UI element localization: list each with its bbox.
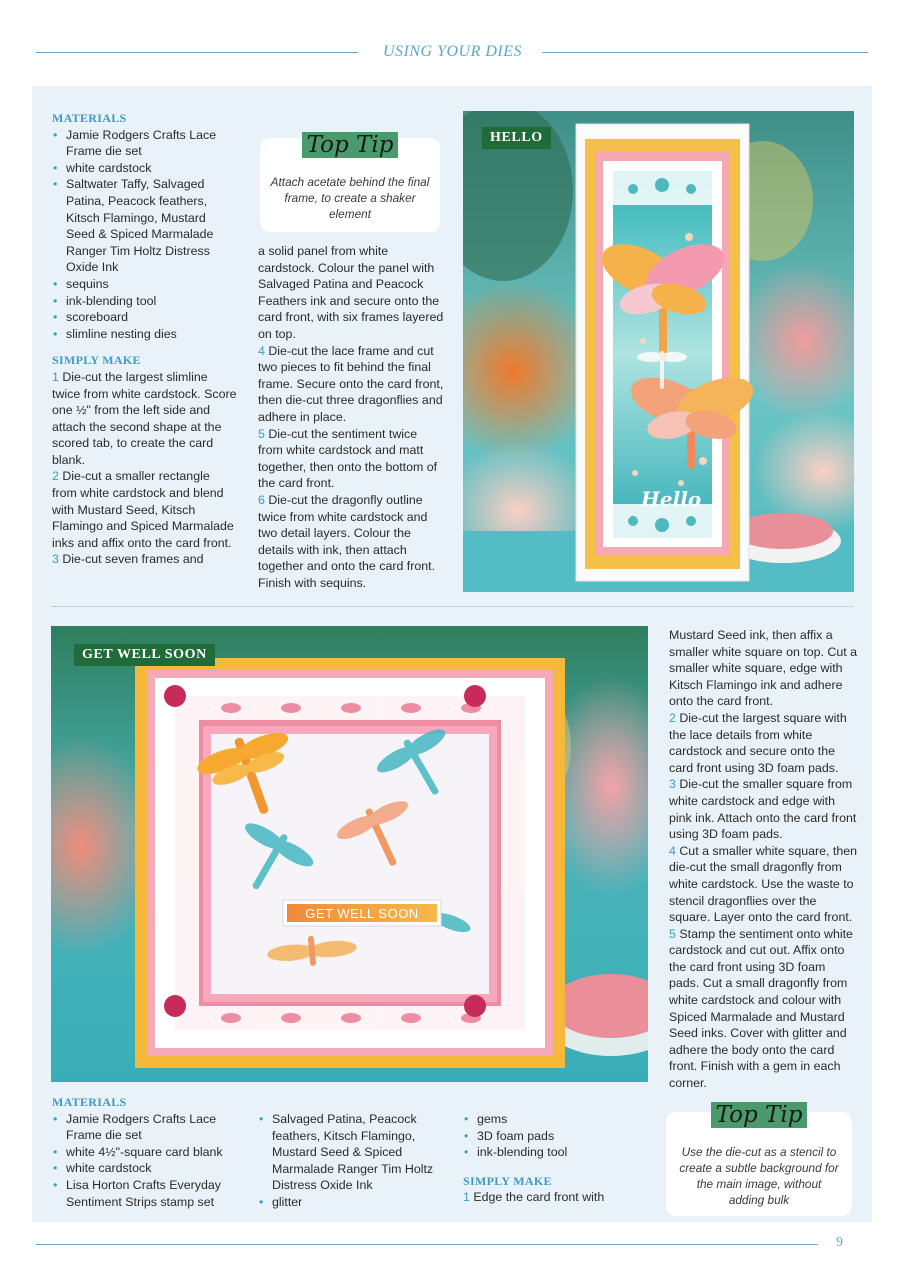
step-paragraph bbox=[258, 426, 444, 492]
card1-column-1 bbox=[52, 110, 237, 568]
materials-list bbox=[52, 127, 237, 343]
materials-list bbox=[258, 1111, 448, 1211]
step-paragraph bbox=[669, 843, 859, 926]
step-number: 3 bbox=[669, 777, 676, 792]
step-paragraph bbox=[669, 710, 859, 776]
step-paragraph bbox=[52, 468, 237, 551]
list-item: • Jamie Rodgers Crafts Lace Frame die set bbox=[52, 1111, 242, 1144]
header-rule-right bbox=[542, 52, 868, 53]
get-well-soon-card-photo bbox=[51, 626, 648, 1082]
step-number: 6 bbox=[258, 492, 265, 507]
list-item: • Jamie Rodgers Crafts Lace Frame die set bbox=[52, 127, 237, 160]
list-item: • white 4½"-square card blank bbox=[52, 1144, 242, 1161]
step-number: 4 bbox=[669, 843, 676, 858]
get-well-soon-card-illustration bbox=[51, 626, 648, 1082]
step-text: Cut a smaller white square, then die-cut the small dragonfly from white cardstock. Use the waste to stencil dragonflies over the square. Layer onto the card front. bbox=[669, 843, 858, 925]
card2-materials-col-3 bbox=[463, 1111, 633, 1206]
list-item: • Salvaged Patina, Peacock feathers, Kitsch Flamingo, Mustard Seed & Spiced Marmalade Ranger Tim Holtz Distress Oxide Ink bbox=[258, 1111, 448, 1194]
step-text: Die-cut a smaller rectangle from white cardstock and blend with Mustard Seed, Kitsch Flamingo and Spiced Marmalade inks and affix onto the card front. bbox=[52, 469, 234, 550]
top-tip-text: Attach acetate behind the final frame, to create a shaker element bbox=[270, 175, 430, 221]
top-tip-box bbox=[666, 1102, 852, 1216]
step-text: Die-cut the sentiment twice from white cardstock and matt together, then onto the bottom of the card front. bbox=[258, 426, 438, 491]
list-item: • ink-blending tool bbox=[52, 293, 237, 310]
footer-rule bbox=[36, 1244, 818, 1245]
step-paragraph bbox=[258, 492, 444, 592]
section-divider bbox=[52, 606, 852, 607]
top-tip-box bbox=[260, 132, 440, 232]
top-tip-badge bbox=[302, 132, 398, 158]
page-number: 9 bbox=[836, 1235, 843, 1250]
list-item: • white cardstock bbox=[52, 160, 237, 177]
card2-right-column bbox=[669, 627, 859, 1092]
list-item: • white cardstock bbox=[52, 1160, 242, 1177]
top-tip-text: Use the die-cut as a stencil to create a subtle background for the main image, without adding bulk bbox=[679, 1145, 839, 1207]
step-number: 5 bbox=[258, 426, 265, 441]
list-item: • gems bbox=[463, 1111, 633, 1128]
step-number: 2 bbox=[669, 710, 676, 725]
step-paragraph bbox=[52, 551, 237, 568]
hello-card-photo bbox=[463, 111, 854, 592]
step-number: 4 bbox=[258, 343, 265, 358]
step-continuation: Mustard Seed ink, then affix a smaller white square on top. Cut a smaller white square, edge with Kitsch Flamingo ink and adhere onto the card front. bbox=[669, 628, 858, 709]
list-item: • scoreboard bbox=[52, 309, 237, 326]
step-paragraph bbox=[669, 926, 859, 1092]
step-text: Die-cut the smaller square from white cardstock and edge with pink ink. Attach onto the card front using 3D foam pads. bbox=[669, 777, 857, 842]
materials-list bbox=[52, 1111, 242, 1211]
list-item: • glitter bbox=[258, 1194, 448, 1211]
materials-heading: MATERIALS bbox=[52, 1095, 127, 1109]
simply-make-heading: SIMPLY MAKE bbox=[463, 1173, 552, 1188]
step-text: Die-cut the largest square with the lace details from white cardstock and secure onto the card front using 3D foam pads. bbox=[669, 710, 847, 775]
top-tip-badge bbox=[711, 1102, 807, 1128]
step-number: 1 bbox=[52, 369, 59, 384]
section-title: USING YOUR DIES bbox=[382, 43, 523, 60]
step-text: Die-cut the lace frame and cut two pieces to fit behind the final frame. Secure onto the card front, then die-cut three dragonflies and adhere in place. bbox=[258, 343, 444, 424]
top-tip-heading: Top Tip bbox=[715, 1102, 803, 1128]
list-item: • ink-blending tool bbox=[463, 1144, 633, 1161]
step-number: 2 bbox=[52, 469, 59, 484]
card2-materials-col-2 bbox=[258, 1111, 448, 1211]
step-text: Die-cut seven frames and bbox=[62, 552, 204, 567]
step-paragraph bbox=[52, 369, 237, 469]
hello-card-illustration bbox=[463, 111, 854, 592]
hello-sentiment: Hello bbox=[641, 487, 702, 511]
top-tip-heading: Top Tip bbox=[306, 132, 394, 158]
photo-label: GET WELL SOON bbox=[74, 644, 215, 666]
step-continuation: a solid panel from white cardstock. Colour the panel with Salvaged Patina and Peacock Feathers ink and secure onto the card front, with six frames layered on top. bbox=[258, 244, 444, 341]
step-number: 5 bbox=[669, 926, 676, 941]
step-text: Die-cut the dragonfly outline twice from white cardstock and two detail layers. Colour the details with ink, then attach together and onto the card front. Finish with sequins. bbox=[258, 492, 436, 590]
list-item: • Lisa Horton Crafts Everyday Sentiment Strips stamp set bbox=[52, 1177, 242, 1210]
list-item: • slimline nesting dies bbox=[52, 326, 237, 343]
materials-heading: MATERIALS bbox=[52, 111, 127, 125]
card2-materials-col-1 bbox=[52, 1094, 242, 1210]
step-paragraph bbox=[463, 1189, 633, 1206]
step-text: Die-cut the largest slimline twice from white cardstock. Score one ½" from the left side and attach the second shape at the scored tab, to create the card blank. bbox=[52, 369, 237, 467]
list-item: • Saltwater Taffy, Salvaged Patina, Peacock feathers, Kitsch Flamingo, Mustard Seed & Spiced Marmalade Ranger Tim Holtz Distress Oxide Ink bbox=[52, 176, 237, 276]
step-number: 3 bbox=[52, 552, 59, 567]
card1-column-2 bbox=[258, 243, 444, 591]
get-well-soon-sentiment: GET WELL SOON bbox=[305, 906, 419, 921]
step-text: Stamp the sentiment onto white cardstock and cut out. Affix onto the card front using 3D foam pads. Cut a small dragonfly from white cardstock and colour with Spiced Marmalade and Mustard Seed inks. Cover with glitter and adhere the body onto the card front. Finish with a gem in each corner. bbox=[669, 926, 853, 1091]
step-paragraph bbox=[669, 776, 859, 842]
simply-make-heading: SIMPLY MAKE bbox=[52, 353, 141, 368]
list-item: • 3D foam pads bbox=[463, 1128, 633, 1145]
step-paragraph bbox=[258, 343, 444, 426]
step-number: 1 bbox=[463, 1190, 470, 1205]
photo-label: HELLO bbox=[482, 127, 551, 149]
step-text: Edge the card front with bbox=[473, 1190, 605, 1205]
materials-list bbox=[463, 1111, 633, 1161]
list-item: • sequins bbox=[52, 276, 237, 293]
